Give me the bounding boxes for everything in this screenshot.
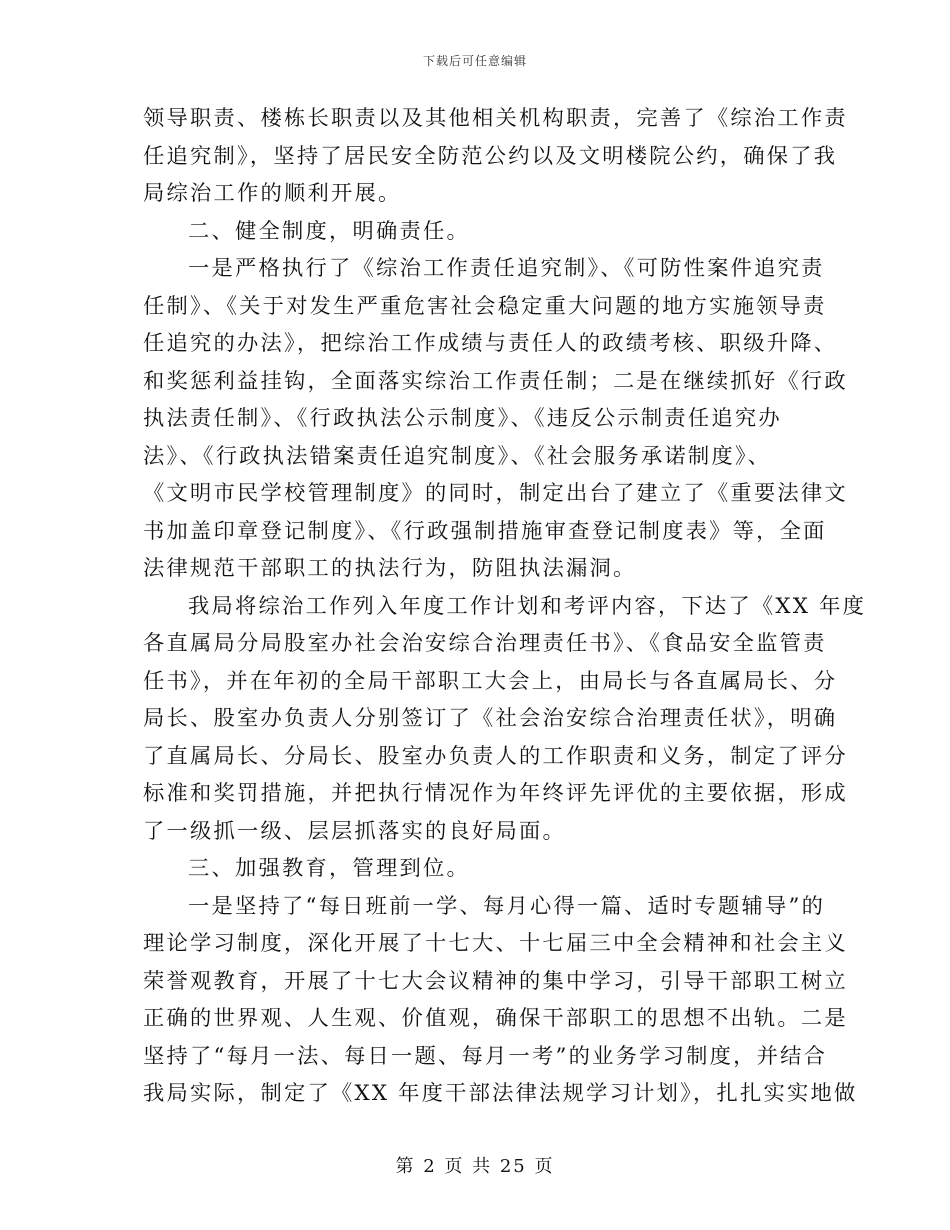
body-line: 各直属局分局股室办社会治安综合治理责任书》、《食品安全监管责 [143, 631, 827, 656]
body-line: 了一级抓一级、层层抓落实的良好局面。 [143, 818, 566, 844]
body-line: 我局实际，制定了《XX 年度干部法律法规学习计划》，扎扎实实地做 [143, 1081, 858, 1106]
body-line: 理论学习制度，深化开展了十七大、十七届三中全会精神和社会主义 [143, 931, 848, 956]
body-line: 二、健全制度，明确责任。 [188, 218, 470, 244]
body-line: 一是严格执行了《综治工作责任追究制》、《可防性案件追究责 [188, 256, 825, 281]
body-line: 坚持了“每月一法、每日一题、每月一考”的业务学习制度，并结合 [143, 1043, 828, 1069]
body-line: 法》、《行政执法错案责任追究制度》、《社会服务承诺制度》、 [143, 443, 772, 469]
body-line: 标准和奖罚措施，并把执行情况作为年终评先评优的主要依据，形成 [143, 781, 848, 806]
body-line: 任书》，并在年初的全局干部职工大会上，由局长与各直属局长、分 [143, 668, 838, 694]
body-line: 任制》、《关于对发生严重危害社会稳定重大问题的地方实施领导责 [143, 293, 827, 319]
body-line: 局综治工作的顺利开展。 [143, 181, 402, 206]
body-line: 领导职责、楼栋长职责以及其他相关机构职责，完善了《综治工作责 [143, 106, 848, 131]
body-line: 局长、股室办负责人分别签订了《社会治安综合治理责任状》，明确 [143, 706, 838, 731]
page-footer: 第 2 页 共 25 页 [395, 1156, 555, 1177]
body-line: 我局将综治工作列入年度工作计划和考评内容，下达了《XX 年度 [188, 593, 867, 619]
body-line: 三、加强教育，管理到位。 [188, 856, 470, 881]
body-line: 荣誉观教育，开展了十七大会议精神的集中学习，引导干部职工树立 [143, 968, 848, 994]
body-line: 正确的世界观、人生观、价值观，确保干部职工的思想不出轨。二是 [143, 1006, 848, 1031]
page-header: 下载后可任意编辑 [422, 54, 527, 68]
body-line: 《文明市民学校管理制度》的同时，制定出台了建立了《重要法律文 [143, 481, 848, 506]
body-line: 和奖惩利益挂钩，全面落实综治工作责任制；二是在继续抓好《行政 [143, 368, 848, 394]
body-line: 一是坚持了“每日班前一学、每月心得一篇、适时专题辅导”的 [188, 893, 826, 919]
body-line: 任追究制》，坚持了居民安全防范公约以及文明楼院公约，确保了我 [143, 143, 838, 169]
body-line: 执法责任制》、《行政执法公示制度》、《违反公示制责任追究办 [143, 406, 782, 431]
body-line: 了直属局长、分局长、股室办负责人的工作职责和义务，制定了评分 [143, 743, 848, 769]
body-line: 法律规范干部职工的执法行为，防阻执法漏洞。 [143, 556, 637, 581]
document-body [143, 100, 867, 1113]
body-line: 任追究的办法》，把综治工作成绩与责任人的政绩考核、职级升降、 [143, 331, 838, 356]
body-line: 书加盖印章登记制度》、《行政强制措施审查登记制度表》等，全面 [143, 518, 827, 544]
